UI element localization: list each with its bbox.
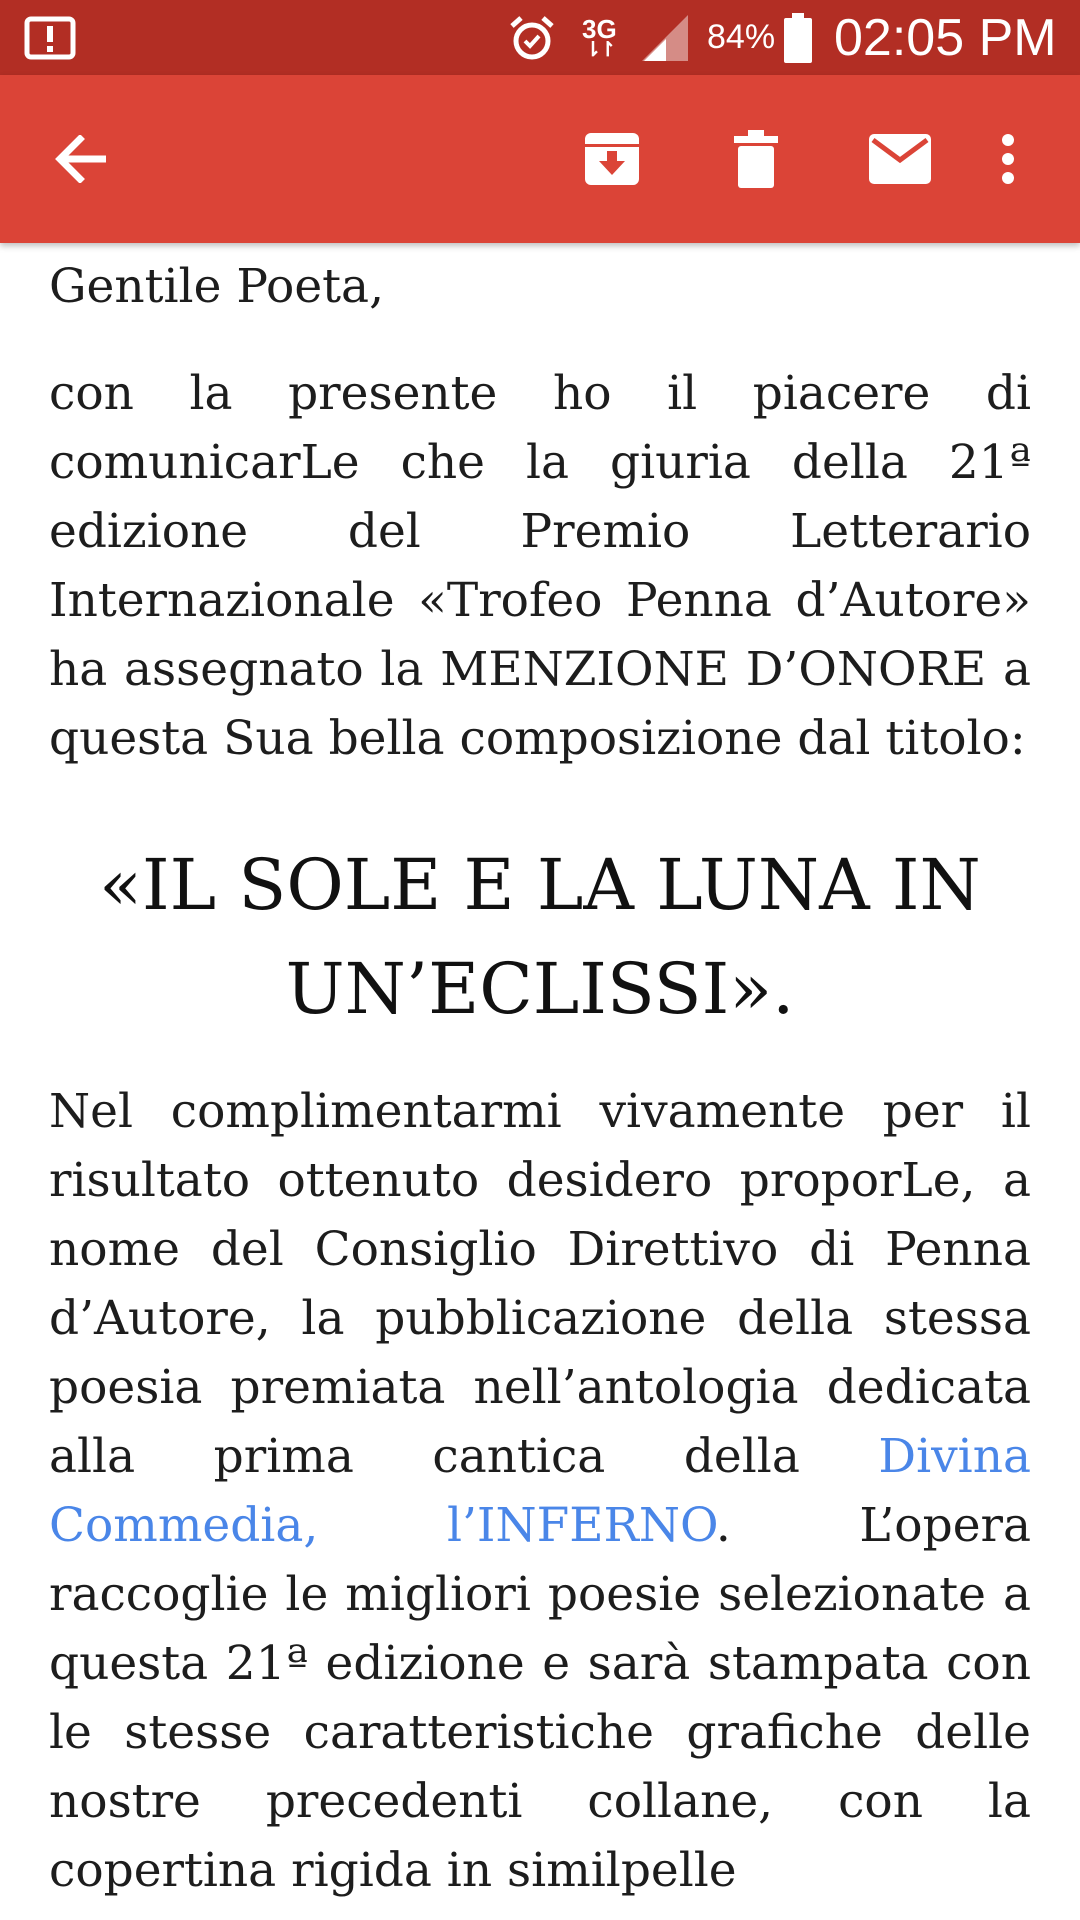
clock: 02:05 PM xyxy=(834,8,1057,67)
more-options-button[interactable] xyxy=(960,75,1056,243)
paragraph-announcement: con la presente ho il piacere di comunicarLe che la giuria della 21ª edizione del Premio Letterario Internazionale «Trofeo Penna d’Autore» ha assegnato la MENZIONE D’ONORE a questa Sua bella composizione dal titolo: xyxy=(49,366,1031,766)
greeting: Gentile Poeta, xyxy=(49,259,385,314)
divina-commedia-link[interactable]: Divina Commedia, l’INFERNO xyxy=(49,1429,1031,1553)
poem-title-line-2: UN’ECLISSI». xyxy=(285,948,795,1030)
archive-icon xyxy=(583,131,641,187)
poem-title xyxy=(49,833,1031,1041)
network-indicator xyxy=(582,0,617,75)
status-bar xyxy=(0,0,1080,75)
delete-button[interactable] xyxy=(708,75,804,243)
paragraph-text: Nel complimentarmi vivamente per il risultato ottenuto desidero proporLe, a nome del Consiglio Direttivo di Penna d’Autore, la pubblicazione della stessa poesia premiata nell’antologia dedicata alla prima cantica della xyxy=(49,1084,1031,1484)
poem-title-line-1: «IL SOLE E LA LUNA IN xyxy=(99,844,981,926)
toolbar xyxy=(0,75,1080,243)
message-body xyxy=(49,243,1031,1905)
battery-icon xyxy=(784,0,812,75)
back-button[interactable] xyxy=(34,75,130,243)
delete-icon xyxy=(734,130,778,188)
notification-alert-icon xyxy=(24,0,76,75)
back-arrow-icon xyxy=(54,135,110,183)
more-vert-icon xyxy=(1001,134,1015,184)
paragraph-text-continued: . L’opera raccoglie le migliori poesie selezionate a questa 21ª edizione e sarà stampata con le stesse caratteristiche grafiche delle nostre precedenti collane, con la copertina rigida in similpelle xyxy=(49,1498,1031,1898)
signal-strength-icon xyxy=(640,0,690,75)
mail-icon xyxy=(869,134,931,184)
battery-percent: 84% xyxy=(707,18,776,56)
mark-unread-button[interactable] xyxy=(852,75,948,243)
paragraph-publication xyxy=(49,1077,1031,1905)
alarm-icon xyxy=(508,0,556,75)
archive-button[interactable] xyxy=(564,75,660,243)
network-type-label: 3G xyxy=(582,13,617,44)
data-arrows-icon: ⇂↾ xyxy=(584,38,615,61)
